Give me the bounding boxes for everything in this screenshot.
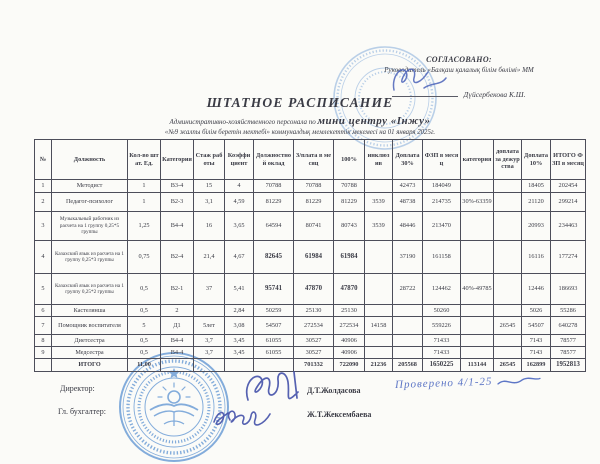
table-cell: В2-1 bbox=[161, 274, 194, 305]
table-cell bbox=[161, 359, 194, 372]
table-cell: 0,5 bbox=[128, 274, 161, 305]
table-cell bbox=[494, 180, 522, 193]
table-cell: 2,84 bbox=[225, 305, 254, 317]
table-cell: 14158 bbox=[365, 317, 393, 335]
table-cell: 30527 bbox=[294, 347, 334, 359]
document-title: ШТАТНОЕ РАСПИСАНИЕ bbox=[206, 95, 394, 110]
director-name: Д.Т.Жолдасова bbox=[307, 386, 361, 395]
table-cell bbox=[365, 347, 393, 359]
table-cell: 37 bbox=[194, 274, 225, 305]
table-cell: 5026 bbox=[522, 305, 551, 317]
table-header-row bbox=[35, 140, 586, 180]
table-cell: 70788 bbox=[334, 180, 365, 193]
table-cell: 3,1 bbox=[194, 193, 225, 212]
table-cell: 81229 bbox=[254, 193, 294, 212]
table-cell bbox=[365, 274, 393, 305]
table-cell: 47870 bbox=[294, 274, 334, 305]
table-cell: 205568 bbox=[393, 359, 423, 372]
table-cell: 701332 bbox=[294, 359, 334, 372]
table-cell: 1 bbox=[128, 180, 161, 193]
table-cell: 2 bbox=[35, 193, 52, 212]
table-cell bbox=[365, 335, 393, 347]
table-cell: Музыкальный работник из расчета на 1 группу 0,25*5 группы bbox=[52, 212, 128, 241]
table-row bbox=[35, 212, 586, 241]
table-cell: 61984 bbox=[334, 241, 365, 274]
table-cell bbox=[393, 305, 423, 317]
table-cell: 26545 bbox=[494, 317, 522, 335]
table-cell: Медсестра bbox=[52, 347, 128, 359]
table-cell bbox=[494, 305, 522, 317]
table-cell: 37190 bbox=[393, 241, 423, 274]
table-cell: 234463 bbox=[551, 212, 586, 241]
table-cell: 42473 bbox=[393, 180, 423, 193]
column-header: инклюзив bbox=[365, 140, 393, 180]
table-cell: 202454 bbox=[551, 180, 586, 193]
table-cell: 7 bbox=[35, 317, 52, 335]
table-cell: 21236 bbox=[365, 359, 393, 372]
table-cell: 81229 bbox=[334, 193, 365, 212]
table-cell: 61055 bbox=[254, 335, 294, 347]
table-cell: 48446 bbox=[393, 212, 423, 241]
table-cell: 2 bbox=[161, 305, 194, 317]
table-cell: 61055 bbox=[254, 347, 294, 359]
table-cell: 78577 bbox=[551, 347, 586, 359]
table-cell: 8 bbox=[35, 335, 52, 347]
table-cell: 95741 bbox=[254, 274, 294, 305]
column-header: Коэффициент bbox=[225, 140, 254, 180]
table-cell: 3539 bbox=[365, 193, 393, 212]
table-cell: 16 bbox=[194, 212, 225, 241]
table-cell: 1 bbox=[128, 193, 161, 212]
table-cell: 40%-49785 bbox=[461, 274, 494, 305]
accountant-label: Гл. бухгалтер: bbox=[58, 407, 106, 416]
table-row bbox=[35, 274, 586, 305]
table-body bbox=[35, 180, 586, 372]
table-row bbox=[35, 335, 586, 347]
table-cell: 80741 bbox=[294, 212, 334, 241]
table-cell: 0,5 bbox=[128, 347, 161, 359]
table-cell: 25130 bbox=[294, 305, 334, 317]
table-cell: 4 bbox=[225, 180, 254, 193]
table-cell: 12446 bbox=[522, 274, 551, 305]
table-cell: 0,75 bbox=[128, 241, 161, 274]
table-cell: 124462 bbox=[423, 274, 461, 305]
table-cell: 16116 bbox=[522, 241, 551, 274]
table-cell: 64594 bbox=[254, 212, 294, 241]
table-cell: 11,00 bbox=[128, 359, 161, 372]
table-cell bbox=[365, 305, 393, 317]
table-cell: ИТОГО bbox=[52, 359, 128, 372]
subtitle-prefix: Административно-хозяйственного персонала по bbox=[169, 118, 316, 126]
table-cell: 21,4 bbox=[194, 241, 225, 274]
table-cell: 82645 bbox=[254, 241, 294, 274]
table-cell: 1,25 bbox=[128, 212, 161, 241]
table-cell: 1650225 bbox=[423, 359, 461, 372]
table-cell: 1952813 bbox=[551, 359, 586, 372]
table-cell: 5 bbox=[128, 317, 161, 335]
table-cell: 20993 bbox=[522, 212, 551, 241]
table-cell: В4-4 bbox=[161, 347, 194, 359]
table-cell: Помощник воспитателя bbox=[52, 317, 128, 335]
table-cell: 3539 bbox=[365, 212, 393, 241]
table-row bbox=[35, 241, 586, 274]
column-header: Категория bbox=[161, 140, 194, 180]
column-header: Доплата 30% bbox=[393, 140, 423, 180]
table-cell: 5лет bbox=[194, 317, 225, 335]
table-cell: 15 bbox=[194, 180, 225, 193]
handwritten-note-text: Проверено 4/1-25 bbox=[394, 375, 493, 392]
table-cell: 0,5 bbox=[128, 335, 161, 347]
column-header: № bbox=[35, 140, 52, 180]
table-cell: 5,41 bbox=[225, 274, 254, 305]
table-cell: 25130 bbox=[334, 305, 365, 317]
column-header: ИТОГО ФЗП в месяц bbox=[551, 140, 586, 180]
table-cell: 722090 bbox=[334, 359, 365, 372]
table-cell bbox=[461, 180, 494, 193]
table-cell: 81229 bbox=[294, 193, 334, 212]
table-cell: Казахский язык из расчета на 1 группу 0,25*3 группы bbox=[52, 241, 128, 274]
table-cell: 40906 bbox=[334, 335, 365, 347]
approval-signature-icon bbox=[388, 62, 452, 98]
subtitle-center-name: мини центру «Інжу» bbox=[317, 115, 431, 127]
table-cell: 54507 bbox=[254, 317, 294, 335]
table-cell: 48738 bbox=[393, 193, 423, 212]
table-cell: 71433 bbox=[423, 335, 461, 347]
table-cell: 54507 bbox=[522, 317, 551, 335]
table-cell: 4,59 bbox=[225, 193, 254, 212]
table-cell: 299214 bbox=[551, 193, 586, 212]
table-cell bbox=[365, 180, 393, 193]
table-cell: Д1 bbox=[161, 317, 194, 335]
table-cell: 559226 bbox=[423, 317, 461, 335]
table-cell: 0,5 bbox=[128, 305, 161, 317]
table-cell: В2-4 bbox=[161, 241, 194, 274]
table-cell: Кастелянша bbox=[52, 305, 128, 317]
table-cell: 113144 bbox=[461, 359, 494, 372]
table-cell: 3,7 bbox=[194, 347, 225, 359]
table-cell: 7143 bbox=[522, 335, 551, 347]
table-cell: 47870 bbox=[334, 274, 365, 305]
table-cell: В2-3 bbox=[161, 193, 194, 212]
accountant-name: Ж.Т.Жексембаева bbox=[307, 410, 372, 419]
document-subtitle bbox=[85, 115, 515, 127]
table-cell bbox=[461, 335, 494, 347]
table-cell bbox=[494, 274, 522, 305]
table-cell: Педагог-психолог bbox=[52, 193, 128, 212]
table-cell: Казахский язык из расчета на 1 группу 0,25*2 группы bbox=[52, 274, 128, 305]
table-cell: 3,65 bbox=[225, 212, 254, 241]
table-header bbox=[35, 140, 586, 180]
approval-title: СОГЛАСОВАНО: bbox=[426, 55, 492, 64]
table-cell: 6 bbox=[35, 305, 52, 317]
table-cell: 3 bbox=[35, 212, 52, 241]
table-row bbox=[35, 317, 586, 335]
document-subtitle-line2: «№9 жалпы білім беретін мектебі» коммуналдық мемлекеттік мекемесі на 01 января 2025г. bbox=[164, 129, 436, 136]
handwritten-note bbox=[395, 371, 595, 394]
table-row bbox=[35, 180, 586, 193]
table-cell bbox=[461, 241, 494, 274]
column-header: З/плата в месяц bbox=[294, 140, 334, 180]
table-cell: Методист bbox=[52, 180, 128, 193]
column-header: доплата за дежурства bbox=[494, 140, 522, 180]
table-cell: 18405 bbox=[522, 180, 551, 193]
table-cell: 161158 bbox=[423, 241, 461, 274]
approval-signature-row bbox=[330, 89, 588, 99]
table-cell: 9 bbox=[35, 347, 52, 359]
table-cell bbox=[461, 317, 494, 335]
table-cell: 50260 bbox=[423, 305, 461, 317]
table-cell: 3,08 bbox=[225, 317, 254, 335]
table-cell: 1 bbox=[35, 180, 52, 193]
column-header: Должность bbox=[52, 140, 128, 180]
table-cell: 162899 bbox=[522, 359, 551, 372]
table-cell bbox=[461, 305, 494, 317]
table-cell: 186693 bbox=[551, 274, 586, 305]
table-cell: 30%-63359 bbox=[461, 193, 494, 212]
table-cell: 55286 bbox=[551, 305, 586, 317]
table-cell bbox=[393, 347, 423, 359]
table-cell bbox=[35, 359, 52, 372]
table-cell: 213470 bbox=[423, 212, 461, 241]
table-cell: 3,45 bbox=[225, 347, 254, 359]
column-header: Кол-во штат. Ед. bbox=[128, 140, 161, 180]
table-cell: 80743 bbox=[334, 212, 365, 241]
table-cell: 272534 bbox=[334, 317, 365, 335]
table-cell: 272534 bbox=[294, 317, 334, 335]
table-cell: 177274 bbox=[551, 241, 586, 274]
approval-department: Руководитель «Балқаш қалалық білім бөлімі» ММ bbox=[384, 66, 534, 74]
table-cell: 26545 bbox=[494, 359, 522, 372]
table-cell: 21120 bbox=[522, 193, 551, 212]
table-cell: 30527 bbox=[294, 335, 334, 347]
table-cell bbox=[393, 335, 423, 347]
column-header: ФЗП в месяц bbox=[423, 140, 461, 180]
column-header: Должностной оклад bbox=[254, 140, 294, 180]
table-cell: 7143 bbox=[522, 347, 551, 359]
director-label: Директор: bbox=[60, 384, 95, 393]
approval-block bbox=[330, 55, 588, 99]
table-cell: 70788 bbox=[294, 180, 334, 193]
column-header: 100% bbox=[334, 140, 365, 180]
table-cell: Диетсестра bbox=[52, 335, 128, 347]
table-cell: 71433 bbox=[423, 347, 461, 359]
staffing-table bbox=[34, 139, 586, 372]
table-cell bbox=[461, 347, 494, 359]
table-cell bbox=[494, 335, 522, 347]
table-cell: 3,7 bbox=[194, 335, 225, 347]
accountant-signature-icon bbox=[208, 402, 278, 432]
table-cell: 184049 bbox=[423, 180, 461, 193]
table-cell bbox=[494, 193, 522, 212]
table-cell: 78577 bbox=[551, 335, 586, 347]
table-cell bbox=[494, 347, 522, 359]
table-cell: В3-4 bbox=[161, 180, 194, 193]
table-cell bbox=[494, 241, 522, 274]
table-cell: 28722 bbox=[393, 274, 423, 305]
table-cell bbox=[393, 317, 423, 335]
table-cell: 4,67 bbox=[225, 241, 254, 274]
table-cell bbox=[365, 241, 393, 274]
table-cell bbox=[461, 212, 494, 241]
table-cell: 70788 bbox=[254, 180, 294, 193]
table-cell bbox=[494, 212, 522, 241]
table-row bbox=[35, 305, 586, 317]
table-cell: 214735 bbox=[423, 193, 461, 212]
table-row bbox=[35, 347, 586, 359]
title-block bbox=[85, 95, 515, 136]
table-cell: В4-4 bbox=[161, 335, 194, 347]
table-cell: 4 bbox=[35, 241, 52, 274]
table-cell: 3,45 bbox=[225, 335, 254, 347]
table-cell: 5 bbox=[35, 274, 52, 305]
note-flourish-icon bbox=[496, 372, 543, 390]
column-header: Стаж работы bbox=[194, 140, 225, 180]
table-cell: 61984 bbox=[294, 241, 334, 274]
table-cell: В4-4 bbox=[161, 212, 194, 241]
table-cell: 640278 bbox=[551, 317, 586, 335]
column-header: категория bbox=[461, 140, 494, 180]
column-header: Доплата 10% bbox=[522, 140, 551, 180]
table-cell: 50259 bbox=[254, 305, 294, 317]
table-cell bbox=[194, 359, 225, 372]
table-row bbox=[35, 193, 586, 212]
table-cell: 40906 bbox=[334, 347, 365, 359]
table-cell bbox=[194, 305, 225, 317]
approval-signer-name: Дүйсербекова К.Ш. bbox=[463, 90, 526, 99]
